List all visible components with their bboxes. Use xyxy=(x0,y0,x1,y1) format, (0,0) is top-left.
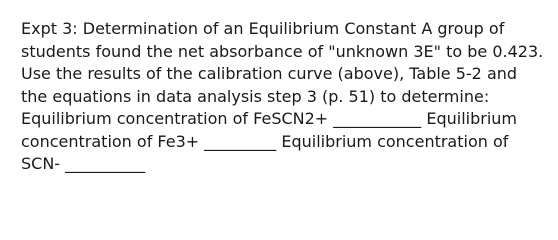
question-line-5: Equilibrium concentration of FeSCN2+ ___________ Equilibrium xyxy=(21,109,518,128)
question-line-2: students found the net absorbance of "unknown 3E" to be 0.423. xyxy=(21,41,544,61)
question-line-4: the equations in data analysis step 3 (p. 51) to determine: xyxy=(21,86,490,106)
question-line-3: Use the results of the calibration curve (above), Table 5-2 and xyxy=(21,64,518,83)
question-line-7: SCN- __________ xyxy=(21,154,146,173)
question-line-6: concentration of Fe3+ _________ Equilibrium concentration of xyxy=(21,131,509,151)
question-line-1: Expt 3: Determination of an Equilibrium Constant A group of xyxy=(21,19,505,38)
